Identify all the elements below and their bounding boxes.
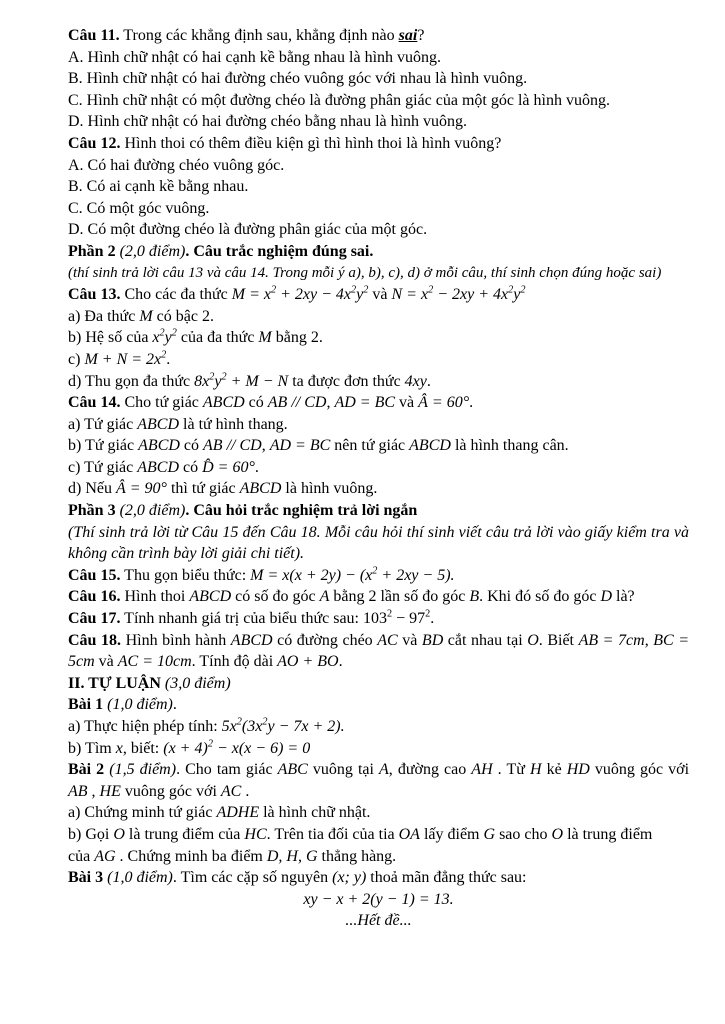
text-run: Cho các đa thức [120,286,232,304]
text-run: . [469,394,474,412]
text-run: thì tứ giác [166,480,240,498]
text-run: H [529,761,542,779]
text-run: 2 [428,284,434,296]
text-run: lấy điểm [419,825,484,843]
document-body [68,25,689,932]
text-run: 2 [508,284,514,296]
text-run: d) Thu gọn đa thức [68,372,195,390]
phan-2-heading [68,241,689,263]
text-run: Phần 3 [68,502,120,520]
text-run: Câu 14. [68,394,121,412]
text-run: M = x(x + 2y) − (x [250,566,373,584]
text-run: BC = 5cm [68,631,690,671]
text-run: (x; y) [332,869,367,887]
bai-1-a [68,716,689,738]
text-run: 2 [236,716,242,728]
text-run: bằng 2. [271,329,323,347]
text-run: thoả mãn đẳng thức sau: [366,869,527,887]
text-run: ABCD [202,394,245,412]
text-run: D. Hình chữ nhật có hai đường chéo bằng nhau là hình vuông. [68,113,468,131]
text-run: 2 [171,327,177,339]
text-run: . Câu hỏi trắc nghiệm trả lời ngắn [185,502,418,520]
tu-luan-heading [68,673,689,695]
cau-12-option-d [68,219,689,241]
cau-12-option-c [68,198,689,220]
text-run: có [179,458,203,476]
cau-14-a [68,414,689,436]
text-run: và [94,653,118,671]
text-run: AB // CD [203,437,262,455]
text-run: (1,0 điểm) [107,696,173,714]
text-run: a) Đa thức [68,307,140,325]
text-run: là? [612,588,635,606]
text-run: O [527,631,539,649]
text-run: ABC [277,761,308,779]
text-run: . Tìm các cặp số nguyên [172,869,333,887]
text-run: (Thí sinh trả lời từ Câu 15 đến Câu 18. Mỗi câu hỏi thí sinh viết câu trả lời vào giấy kiểm tra và không cần trình bày lời giải chi tiết). [68,523,689,563]
text-run: xy − x + 2(y − 1) = 13. [303,890,454,908]
text-run: AB = 7cm [578,631,645,649]
cau-14-b [68,435,689,457]
text-run: vuông góc với [589,761,690,779]
text-run: (3,0 điểm) [164,674,231,692]
text-run: AB // CD [267,394,327,412]
phan-2-note [68,263,689,285]
text-run: (thí sinh trả lời câu 13 và câu 14. Trong mỗi ý a), b), c), d) ở mỗi câu, thí sinh chọn đúng hoặc sai) [68,264,662,281]
text-run: b) Tứ giác [68,437,139,455]
text-run: vuông góc với [120,782,221,800]
text-run: . [254,458,259,476]
text-run: (1,0 điểm) [107,869,173,887]
text-run: 2 [262,716,268,728]
text-run: Câu 17. [68,610,121,628]
text-run: A [379,761,389,779]
text-run: y [356,286,364,304]
text-run: Câu 11. [68,27,120,44]
text-run: A. Có hai đường chéo vuông góc. [68,156,285,174]
text-run: (3x [241,718,263,735]
text-run: (1,5 điểm) [109,761,177,779]
text-run: y [164,329,172,347]
text-run: D. Có một đường chéo là đường phân giác của một góc. [68,221,428,239]
text-run: ta được đơn thức [288,372,405,390]
text-run: Thu gọn biểu thức: [120,566,251,584]
text-run: ...Hết đề... [345,912,412,930]
text-run: nên tứ giác [330,437,410,455]
text-run: a) Thực hiện phép tính: [68,718,222,735]
text-run: . Tính độ dài [191,653,278,671]
text-run: Phần 2 [68,242,120,260]
text-run: B. Có ai cạnh kề bằng nhau. [68,178,249,196]
text-run: N = x [391,286,429,304]
text-run: . [426,372,431,390]
text-run: A [319,588,330,606]
text-run: Cho tứ giác [120,394,203,412]
text-run: OA [398,825,420,843]
text-run: Tính nhanh giá trị của biểu thức sau: [120,610,363,628]
bai-3-title [68,867,689,889]
text-run: của đa thức [176,329,259,347]
bai-3-equation [68,889,689,911]
text-run: . Trên tia đối của tia [266,825,399,843]
text-run: b) Gọi [68,825,114,843]
cau-11-option-a [68,47,689,69]
text-run: 2 [221,371,227,383]
text-run: 2 [425,608,431,620]
text-run: . [166,350,171,368]
bai-2-title [68,759,689,802]
text-run: AO + BO [277,653,339,671]
text-run: ABCD [189,588,232,606]
text-run: và [397,631,422,649]
bai-2-b [68,824,689,846]
cau-13-c [68,349,689,371]
text-run: A. Hình chữ nhật có hai cạnh kề bằng nhau là hình vuông. [68,48,442,66]
text-run: d) Nếu [68,480,116,498]
cau-12-option-a [68,155,689,177]
text-run: ABCD [138,437,180,455]
text-run: , [644,631,654,649]
cau-11-option-d [68,111,689,133]
text-run: . Cho tam giác [176,761,278,779]
text-run: HE [99,782,121,800]
cau-14-d [68,478,689,500]
text-run: ABCD [409,437,451,455]
text-run: Â = 90° [115,480,167,498]
text-run: D [600,588,612,606]
text-run: 4xy [404,372,427,390]
text-run: là trung điểm [563,825,653,843]
text-run: , [326,394,335,412]
text-run: Bài 3 [68,869,108,887]
text-run: M + N = 2x [84,350,162,368]
text-run: . Chứng minh ba điểm [115,847,267,865]
text-run: y [214,372,222,390]
text-run: AH [471,761,493,779]
cau-18 [68,630,689,673]
text-run: M = x [231,286,271,304]
cau-11-option-b [68,68,689,90]
cau-11-option-c [68,90,689,112]
text-run: 2 [207,738,213,750]
cau-12-title [68,133,689,155]
text-run: . Từ [492,761,530,779]
cau-17 [68,608,689,630]
text-run: + 2xy − 4x [276,286,352,304]
text-run: − x(x − 6) = 0 [212,739,311,757]
text-run: a) Tứ giác [68,415,138,433]
text-run: y [513,286,521,304]
text-run: D, H, G [266,847,318,865]
cau-13-title [68,284,689,306]
bai-2-b-line2 [68,846,689,868]
text-run: kẻ [541,761,567,779]
text-run: a) Chứng minh tứ giác [68,804,217,822]
bai-1-title [68,694,689,716]
text-run: . Khi đó số đo góc [479,588,601,606]
cau-13-b [68,327,689,349]
cau-14-c [68,457,689,479]
text-run: b) Tìm [68,739,116,757]
text-run: ABCD [137,415,180,433]
text-run: ABCD [230,631,273,649]
cau-13-d [68,371,689,393]
text-run: M [139,307,153,325]
text-run: có đường chéo [272,631,378,649]
text-run: Hình bình hành [121,631,231,649]
text-run: . Câu trắc nghiệm đúng sai. [185,242,374,260]
text-run: có số đo góc [231,588,320,606]
text-run: ABCD [137,458,180,476]
text-run: 2 [159,327,165,339]
text-run: là hình vuông. [281,480,378,498]
text-run: sao cho [495,825,552,843]
text-run: BD [421,631,444,649]
bai-1-b [68,738,689,760]
text-run: 2 [351,284,357,296]
cau-12-option-b [68,176,689,198]
text-run: 5x [221,718,237,735]
text-run: 2 [209,371,215,383]
text-run: AC = 10cm [117,653,192,671]
cau-14-title [68,392,689,414]
text-run: 8x [194,372,210,390]
text-run: B [469,588,480,606]
text-run: AG [94,847,116,865]
text-run: là hình chữ nhật. [259,804,371,822]
text-run: x [152,329,160,347]
text-run: Câu 13. [68,286,121,304]
text-run: Câu 18. [68,631,122,649]
text-run: Bài 2 [68,761,110,779]
text-run: vuông tại [307,761,379,779]
text-run: bằng 2 lần số đo góc [329,588,470,606]
cau-13-a [68,306,689,328]
text-run: O [551,825,564,843]
cau-16 [68,586,689,608]
text-run: (2,0 điểm) [119,242,186,260]
text-run: O [113,825,125,843]
text-run: và [395,394,419,412]
text-run: Bài 1 [68,696,108,714]
text-run: AC [220,782,242,800]
text-run: M [258,329,272,347]
text-run: C. Có một góc vuông. [68,199,210,217]
text-run: có [244,394,268,412]
text-run: Câu 16. [68,588,121,606]
text-run: D̂ = 60° [202,458,255,476]
text-run: ADHE [216,804,260,822]
text-run: − 2xy + 4x [433,286,509,304]
phan-3-note [68,522,689,565]
text-run: 2 [270,284,277,296]
bai-2-a [68,802,689,824]
text-run: (2,0 điểm) [119,502,186,520]
text-run: G [483,825,496,843]
text-run: . [241,782,250,800]
text-run: . Biết [538,631,579,649]
text-run: AC [377,631,398,649]
text-run: 2 [387,608,393,620]
text-run: 103 [363,610,387,628]
het-de [68,910,689,932]
text-run: cắt nhau tại [443,631,528,649]
text-run: Câu 12. [68,134,121,152]
text-run: thẳng hàng. [317,847,397,865]
text-run: Â = 60° [418,394,470,412]
text-run: . [430,610,435,628]
text-run: Câu 15. [68,566,121,584]
text-run: − 97 [392,610,426,628]
text-run: có bậc 2. [152,307,214,325]
text-run: là hình thang cân. [450,437,569,455]
text-run: 2 [363,284,369,296]
text-run: (x + 4) [163,739,208,757]
text-run: là trung điểm của [124,825,245,843]
text-run: 2 [372,565,378,577]
cau-15 [68,565,689,587]
text-run: Hình thoi có thêm điều kiện gì thì hình thoi là hình vuông? [120,134,502,152]
text-run: ? [417,27,425,44]
text-run: + 2xy − 5). [377,566,455,584]
text-run: C. Hình chữ nhật có một đường chéo là đường phân giác của một góc là hình vuông. [68,91,610,109]
text-run: AD = BC [269,437,331,455]
text-run: của [68,847,95,865]
text-run: , [87,782,100,800]
text-run: AB [68,782,88,800]
text-run: là tứ hình thang. [179,415,288,433]
text-run: B. Hình chữ nhật có hai đường chéo vuông góc với nhau là hình vuông. [68,70,528,88]
text-run: c) Tứ giác [68,458,138,476]
text-run: ABCD [239,480,282,498]
text-run: . [338,653,343,671]
text-run: . [172,696,177,714]
text-run: Trong các khẳng định sau, khẳng định nào [119,27,399,44]
text-run: 2 [520,284,526,296]
cau-11-title [68,25,689,47]
text-run: , đường cao [388,761,472,779]
text-run: AD = BC [334,394,396,412]
text-run: , [261,437,270,455]
text-run: có [179,437,204,455]
text-run: 2 [161,349,167,361]
text-run: và [368,286,392,304]
text-run: + M − N [226,372,289,390]
text-run: b) Hệ số của [68,329,153,347]
text-run: HD [566,761,590,779]
text-run: x [115,739,123,757]
text-run: c) [68,350,85,368]
text-run: Hình thoi [120,588,190,606]
text-run: sai [398,27,418,44]
text-run: HC [244,825,267,843]
phan-3-heading [68,500,689,522]
text-run: , biết: [122,739,164,757]
text-run: y − 7x + 2). [267,718,345,735]
text-run: II. TỰ LUẬN [68,674,165,692]
